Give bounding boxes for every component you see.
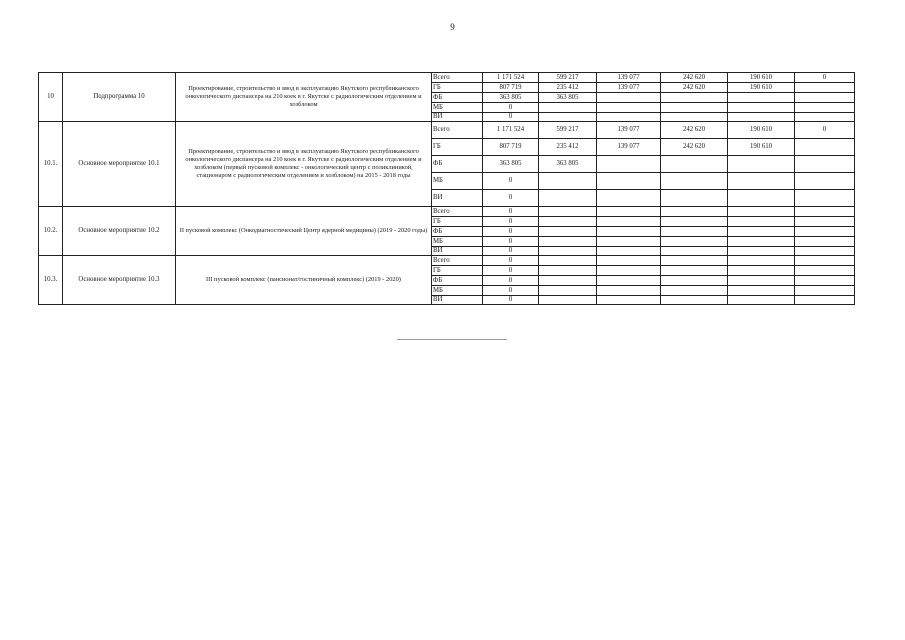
amount-cell: [795, 217, 855, 227]
amount-cell: [728, 103, 795, 113]
amount-cell: 242 620: [661, 83, 728, 93]
amount-cell: [795, 247, 855, 256]
amount-cell: [597, 207, 661, 217]
amount-cell: 190 610: [728, 139, 795, 156]
amount-cell: 1 171 524: [483, 73, 539, 83]
amount-cell: [795, 103, 855, 113]
amount-cell: [661, 227, 728, 237]
amount-cell: [661, 103, 728, 113]
amount-cell: [661, 237, 728, 247]
amount-cell: [597, 227, 661, 237]
amount-cell: [728, 113, 795, 122]
amount-cell: 599 217: [539, 122, 597, 139]
amount-cell: [597, 286, 661, 296]
amount-cell: 139 077: [597, 83, 661, 93]
amount-cell: [661, 113, 728, 122]
table-row: [39, 73, 855, 83]
amount-cell: 0: [483, 190, 539, 207]
amount-cell: [661, 296, 728, 305]
amount-cell: [597, 173, 661, 190]
amount-cell: 242 620: [661, 122, 728, 139]
amount-cell: [728, 207, 795, 217]
amount-cell: [728, 296, 795, 305]
amount-cell: 0: [483, 276, 539, 286]
funding-source: ВИ: [432, 190, 483, 207]
table-row: [39, 122, 855, 139]
amount-cell: [539, 296, 597, 305]
amount-cell: 190 610: [728, 83, 795, 93]
amount-cell: 190 610: [728, 73, 795, 83]
amount-cell: [795, 286, 855, 296]
funding-source: ГБ: [432, 139, 483, 156]
amount-cell: 0: [795, 73, 855, 83]
amount-cell: [795, 113, 855, 122]
funding-source: МБ: [432, 173, 483, 190]
amount-cell: [795, 207, 855, 217]
amount-cell: [539, 247, 597, 256]
amount-cell: [795, 227, 855, 237]
item-name: Подпрограмма 10: [63, 73, 176, 122]
amount-cell: [597, 237, 661, 247]
amount-cell: [795, 237, 855, 247]
amount-cell: [661, 286, 728, 296]
amount-cell: 235 412: [539, 83, 597, 93]
amount-cell: [795, 266, 855, 276]
amount-cell: [728, 173, 795, 190]
amount-cell: 242 620: [661, 139, 728, 156]
amount-cell: [728, 93, 795, 103]
funding-source: ВИ: [432, 113, 483, 122]
amount-cell: [539, 237, 597, 247]
amount-cell: 0: [483, 286, 539, 296]
amount-cell: 599 217: [539, 73, 597, 83]
amount-cell: 0: [483, 113, 539, 122]
end-rule: [397, 339, 507, 340]
amount-cell: [539, 173, 597, 190]
amount-cell: 139 077: [597, 139, 661, 156]
amount-cell: 1 171 524: [483, 122, 539, 139]
item-name: Основное мероприятие 10.1: [63, 122, 176, 207]
amount-cell: [795, 93, 855, 103]
amount-cell: [795, 296, 855, 305]
amount-cell: [661, 93, 728, 103]
amount-cell: 190 610: [728, 122, 795, 139]
funding-source: Всего: [432, 256, 483, 266]
funding-source: МБ: [432, 286, 483, 296]
amount-cell: [795, 173, 855, 190]
amount-cell: [795, 256, 855, 266]
amount-cell: [597, 190, 661, 207]
amount-cell: [661, 190, 728, 207]
funding-source: Всего: [432, 122, 483, 139]
item-description: III пусковой комплекс (пансионат/гостиничный комплекс) (2019 - 2020): [176, 256, 432, 305]
funding-source: ФБ: [432, 276, 483, 286]
item-description: Проектирование, строительство и ввод в эксплуатацию Якутского республиканского онкологического диспансера на 210 коек в г. Якутске с радиологическим отделением и хозблоком (первый пусковой комплекс - онкологический центр с поликлиникой, стационаром с радиологическим отделением и хозблоком) на 2015 - 2018 годы: [176, 122, 432, 207]
amount-cell: [597, 103, 661, 113]
amount-cell: 139 077: [597, 122, 661, 139]
amount-cell: 0: [483, 266, 539, 276]
amount-cell: 363 805: [539, 93, 597, 103]
funding-source: ГБ: [432, 266, 483, 276]
amount-cell: [539, 256, 597, 266]
amount-cell: [539, 276, 597, 286]
amount-cell: [539, 286, 597, 296]
amount-cell: 0: [483, 217, 539, 227]
funding-source: ФБ: [432, 93, 483, 103]
amount-cell: 363 805: [483, 156, 539, 173]
amount-cell: [661, 173, 728, 190]
item-name: Основное мероприятие 10.2: [63, 207, 176, 256]
amount-cell: 242 620: [661, 73, 728, 83]
funding-source: МБ: [432, 237, 483, 247]
amount-cell: [728, 217, 795, 227]
amount-cell: [661, 256, 728, 266]
table-row: [39, 256, 855, 266]
amount-cell: [661, 156, 728, 173]
funding-source: ВИ: [432, 296, 483, 305]
item-description: Проектирование, строительство и ввод в эксплуатацию Якутского республиканского онкологического диспансера на 210 коек в г. Якутске с радиологическим отделением и хозблоком: [176, 73, 432, 122]
page-number: 9: [450, 22, 455, 32]
amount-cell: [597, 113, 661, 122]
amount-cell: [795, 139, 855, 156]
amount-cell: [539, 227, 597, 237]
amount-cell: 235 412: [539, 139, 597, 156]
amount-cell: [661, 276, 728, 286]
amount-cell: [539, 217, 597, 227]
amount-cell: [597, 93, 661, 103]
amount-cell: 0: [483, 247, 539, 256]
amount-cell: 0: [483, 296, 539, 305]
funding-source: МБ: [432, 103, 483, 113]
amount-cell: 363 805: [483, 93, 539, 103]
amount-cell: [597, 217, 661, 227]
amount-cell: [728, 227, 795, 237]
funding-source: ВИ: [432, 247, 483, 256]
amount-cell: [661, 207, 728, 217]
amount-cell: 0: [483, 173, 539, 190]
amount-cell: 0: [483, 207, 539, 217]
amount-cell: 0: [795, 122, 855, 139]
amount-cell: [728, 286, 795, 296]
amount-cell: [728, 190, 795, 207]
amount-cell: 363 805: [539, 156, 597, 173]
item-code: 10.3.: [39, 256, 63, 305]
amount-cell: [597, 247, 661, 256]
funding-source: ГБ: [432, 83, 483, 93]
amount-cell: [795, 190, 855, 207]
amount-cell: 0: [483, 103, 539, 113]
amount-cell: [597, 296, 661, 305]
funding-source: ФБ: [432, 156, 483, 173]
table-row: [39, 207, 855, 217]
item-code: 10.2.: [39, 207, 63, 256]
funding-source: ФБ: [432, 227, 483, 237]
amount-cell: [795, 83, 855, 93]
amount-cell: [795, 156, 855, 173]
amount-cell: [597, 276, 661, 286]
funding-source: Всего: [432, 207, 483, 217]
amount-cell: [597, 266, 661, 276]
amount-cell: 0: [483, 256, 539, 266]
amount-cell: 807 719: [483, 83, 539, 93]
amount-cell: 0: [483, 237, 539, 247]
amount-cell: 0: [483, 227, 539, 237]
funding-source: ГБ: [432, 217, 483, 227]
item-code: 10.1.: [39, 122, 63, 207]
item-description: II пусковой комплекс (Онкодиагностический Центр ядерной медицины) (2019 - 2020 годы): [176, 207, 432, 256]
amount-cell: 807 719: [483, 139, 539, 156]
item-code: 10: [39, 73, 63, 122]
amount-cell: [728, 247, 795, 256]
amount-cell: [728, 276, 795, 286]
amount-cell: [539, 207, 597, 217]
amount-cell: [661, 247, 728, 256]
amount-cell: [728, 256, 795, 266]
amount-cell: [795, 276, 855, 286]
amount-cell: [728, 237, 795, 247]
amount-cell: [728, 156, 795, 173]
amount-cell: [661, 217, 728, 227]
item-name: Основное мероприятие 10.3: [63, 256, 176, 305]
amount-cell: [661, 266, 728, 276]
amount-cell: [539, 190, 597, 207]
amount-cell: [539, 266, 597, 276]
amount-cell: [597, 156, 661, 173]
budget-table: [38, 72, 855, 305]
amount-cell: [728, 266, 795, 276]
amount-cell: [597, 256, 661, 266]
funding-source: Всего: [432, 73, 483, 83]
amount-cell: [539, 113, 597, 122]
amount-cell: [539, 103, 597, 113]
amount-cell: 139 077: [597, 73, 661, 83]
